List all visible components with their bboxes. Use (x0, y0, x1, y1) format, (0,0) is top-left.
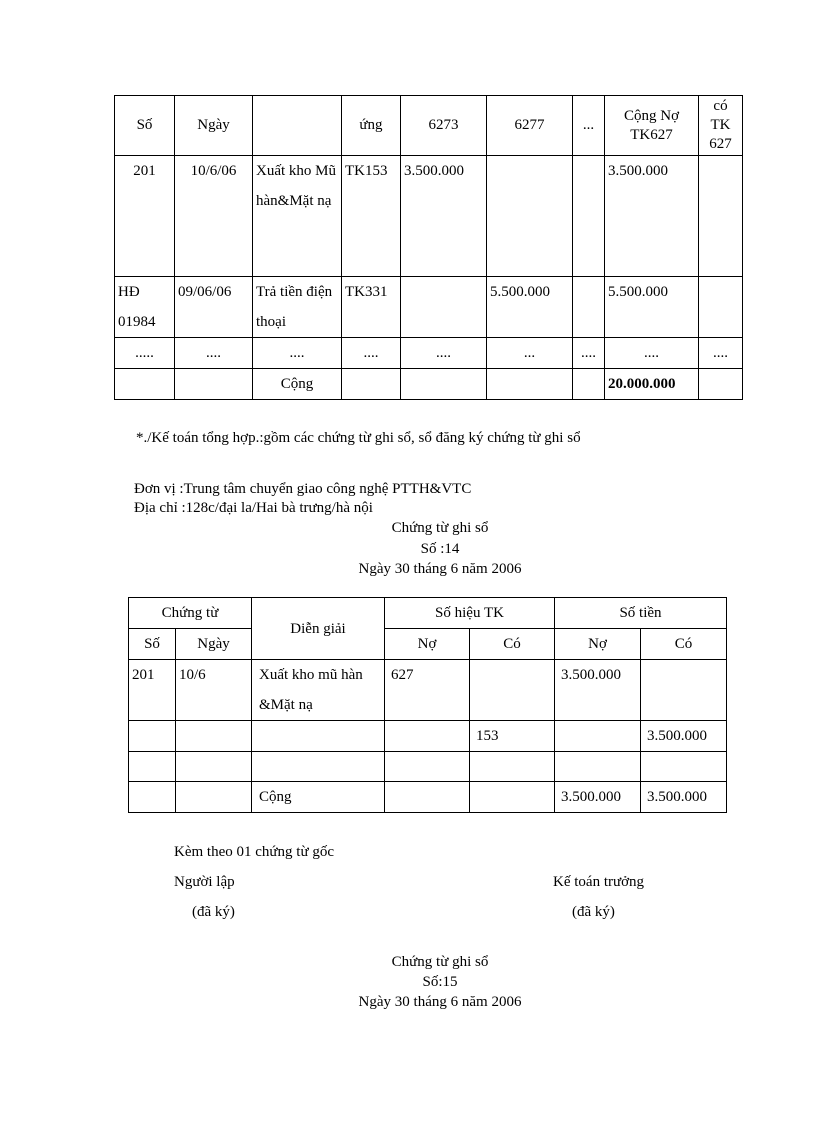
cell-tien-co: 3.500.000 (641, 721, 727, 752)
cell-tien-no (555, 721, 641, 752)
voucher-14-table (128, 597, 727, 813)
cell-tk-co: 153 (470, 721, 555, 752)
cell-description: Xuất kho mũ hàn &Mặt nạ (252, 660, 385, 721)
cell-so (129, 752, 176, 782)
cell-tk-no (385, 752, 470, 782)
cell-tien-no: 3.500.000 (555, 660, 641, 721)
cell-description: Trả tiền điện thoại (253, 277, 342, 338)
cell-ngay (176, 721, 252, 752)
cell-so: ..... (115, 338, 175, 369)
note-tong-hop: *./Kế toán tổng hợp.:gồm các chứng từ ghi sổ, sổ đăng ký chứng từ ghi sổ (136, 430, 581, 446)
cell-6277 (487, 156, 573, 277)
total-no: 3.500.000 (555, 782, 641, 813)
table-row (129, 660, 727, 721)
total-co: 3.500.000 (641, 782, 727, 813)
cell-description: Xuất kho Mũ hàn&Mặt nạ (253, 156, 342, 277)
table-row (129, 752, 727, 782)
address-line: Địa chỉ :128c/đại la/Hai bà trưng/hà nội (134, 500, 373, 516)
table-total-row (129, 782, 727, 813)
chief-accountant-title: Kế toán trưởng (553, 874, 645, 890)
cell-co: .... (699, 338, 743, 369)
cell-cong-no: .... (605, 338, 699, 369)
col-header-so: Số (115, 96, 175, 156)
cell-description (252, 752, 385, 782)
cell-ellipsis (573, 156, 605, 277)
col-header-ngay: Ngày (175, 96, 253, 156)
header-tien-co: Có (641, 629, 727, 660)
voucher-15-title: Chứng từ ghi sổ (391, 954, 489, 970)
cell-tk-co (470, 660, 555, 721)
cell-so: 201 (115, 156, 175, 277)
voucher-14-title: Chứng từ ghi sổ (391, 520, 489, 536)
total-amount: 20.000.000 (605, 369, 699, 400)
cell-ngay: 10/6 (176, 660, 252, 721)
header-so-tien: Số tiền (555, 598, 727, 629)
table-total-row (115, 369, 743, 400)
cell-description (252, 721, 385, 752)
attachment-note: Kèm theo 01 chứng từ gốc (174, 844, 334, 860)
ledger-table (114, 95, 743, 400)
voucher-14-date: Ngày 30 tháng 6 năm 2006 (358, 561, 522, 577)
header-tk-no: Nợ (385, 629, 470, 660)
table-header-row (115, 96, 743, 156)
cell-ngay: .... (175, 338, 253, 369)
voucher-14-number: Số :14 (420, 541, 460, 557)
cell-ngay: 10/6/06 (175, 156, 253, 277)
cell-tien-co (641, 660, 727, 721)
header-ngay: Ngày (176, 629, 252, 660)
cell-tien-co (641, 752, 727, 782)
cell-so: 201 (129, 660, 176, 721)
unit-line: Đơn vị :Trung tâm chuyển giao công nghệ PTTH&VTC (134, 481, 472, 497)
table-row (115, 277, 743, 338)
cell-6277: ... (487, 338, 573, 369)
cell-account: .... (342, 338, 401, 369)
col-header-6273: 6273 (401, 96, 487, 156)
col-header-blank (253, 96, 342, 156)
col-header-ellipsis: ... (573, 96, 605, 156)
cell-6273 (401, 277, 487, 338)
cell-tk-no: 627 (385, 660, 470, 721)
preparer-title: Người lập (174, 874, 235, 890)
header-tk-co: Có (470, 629, 555, 660)
cell-tk-co (470, 752, 555, 782)
cell-co (699, 277, 743, 338)
header-tien-no: Nợ (555, 629, 641, 660)
cell-ngay (176, 752, 252, 782)
preparer-status: (đã ký) (192, 904, 235, 920)
cell-so (129, 721, 176, 752)
col-header-ung: ứng (342, 96, 401, 156)
total-label: Cộng (252, 782, 385, 813)
col-header-cong-no: Cộng Nợ TK627 (605, 96, 699, 156)
header-so-hieu-tk: Số hiệu TK (385, 598, 555, 629)
table-row (115, 156, 743, 277)
header-dien-giai: Diễn giải (252, 598, 385, 660)
cell-cong-no: 5.500.000 (605, 277, 699, 338)
voucher-15-date: Ngày 30 tháng 6 năm 2006 (358, 994, 522, 1010)
cell-ngay: 09/06/06 (175, 277, 253, 338)
cell-6277: 5.500.000 (487, 277, 573, 338)
col-header-6277: 6277 (487, 96, 573, 156)
cell-6273: 3.500.000 (401, 156, 487, 277)
voucher-15-number: Số:15 (422, 974, 458, 990)
cell-cong-no: 3.500.000 (605, 156, 699, 277)
cell-co (699, 156, 743, 277)
header-chung-tu: Chứng từ (129, 598, 252, 629)
chief-accountant-status: (đã ký) (572, 904, 615, 920)
cell-account: TK153 (342, 156, 401, 277)
cell-description: .... (253, 338, 342, 369)
cell-ellipsis (573, 277, 605, 338)
col-header-co-tk: có TK 627 (699, 96, 743, 156)
table-subheader-row (129, 629, 727, 660)
cell-so: HĐ 01984 (115, 277, 175, 338)
header-so: Số (129, 629, 176, 660)
cell-account: TK331 (342, 277, 401, 338)
cell-tien-no (555, 752, 641, 782)
table-header-row (129, 598, 727, 629)
cell-6273: .... (401, 338, 487, 369)
total-label: Cộng (253, 369, 342, 400)
cell-ellipsis: .... (573, 338, 605, 369)
table-row (129, 721, 727, 752)
cell-tk-no (385, 721, 470, 752)
table-row (115, 338, 743, 369)
